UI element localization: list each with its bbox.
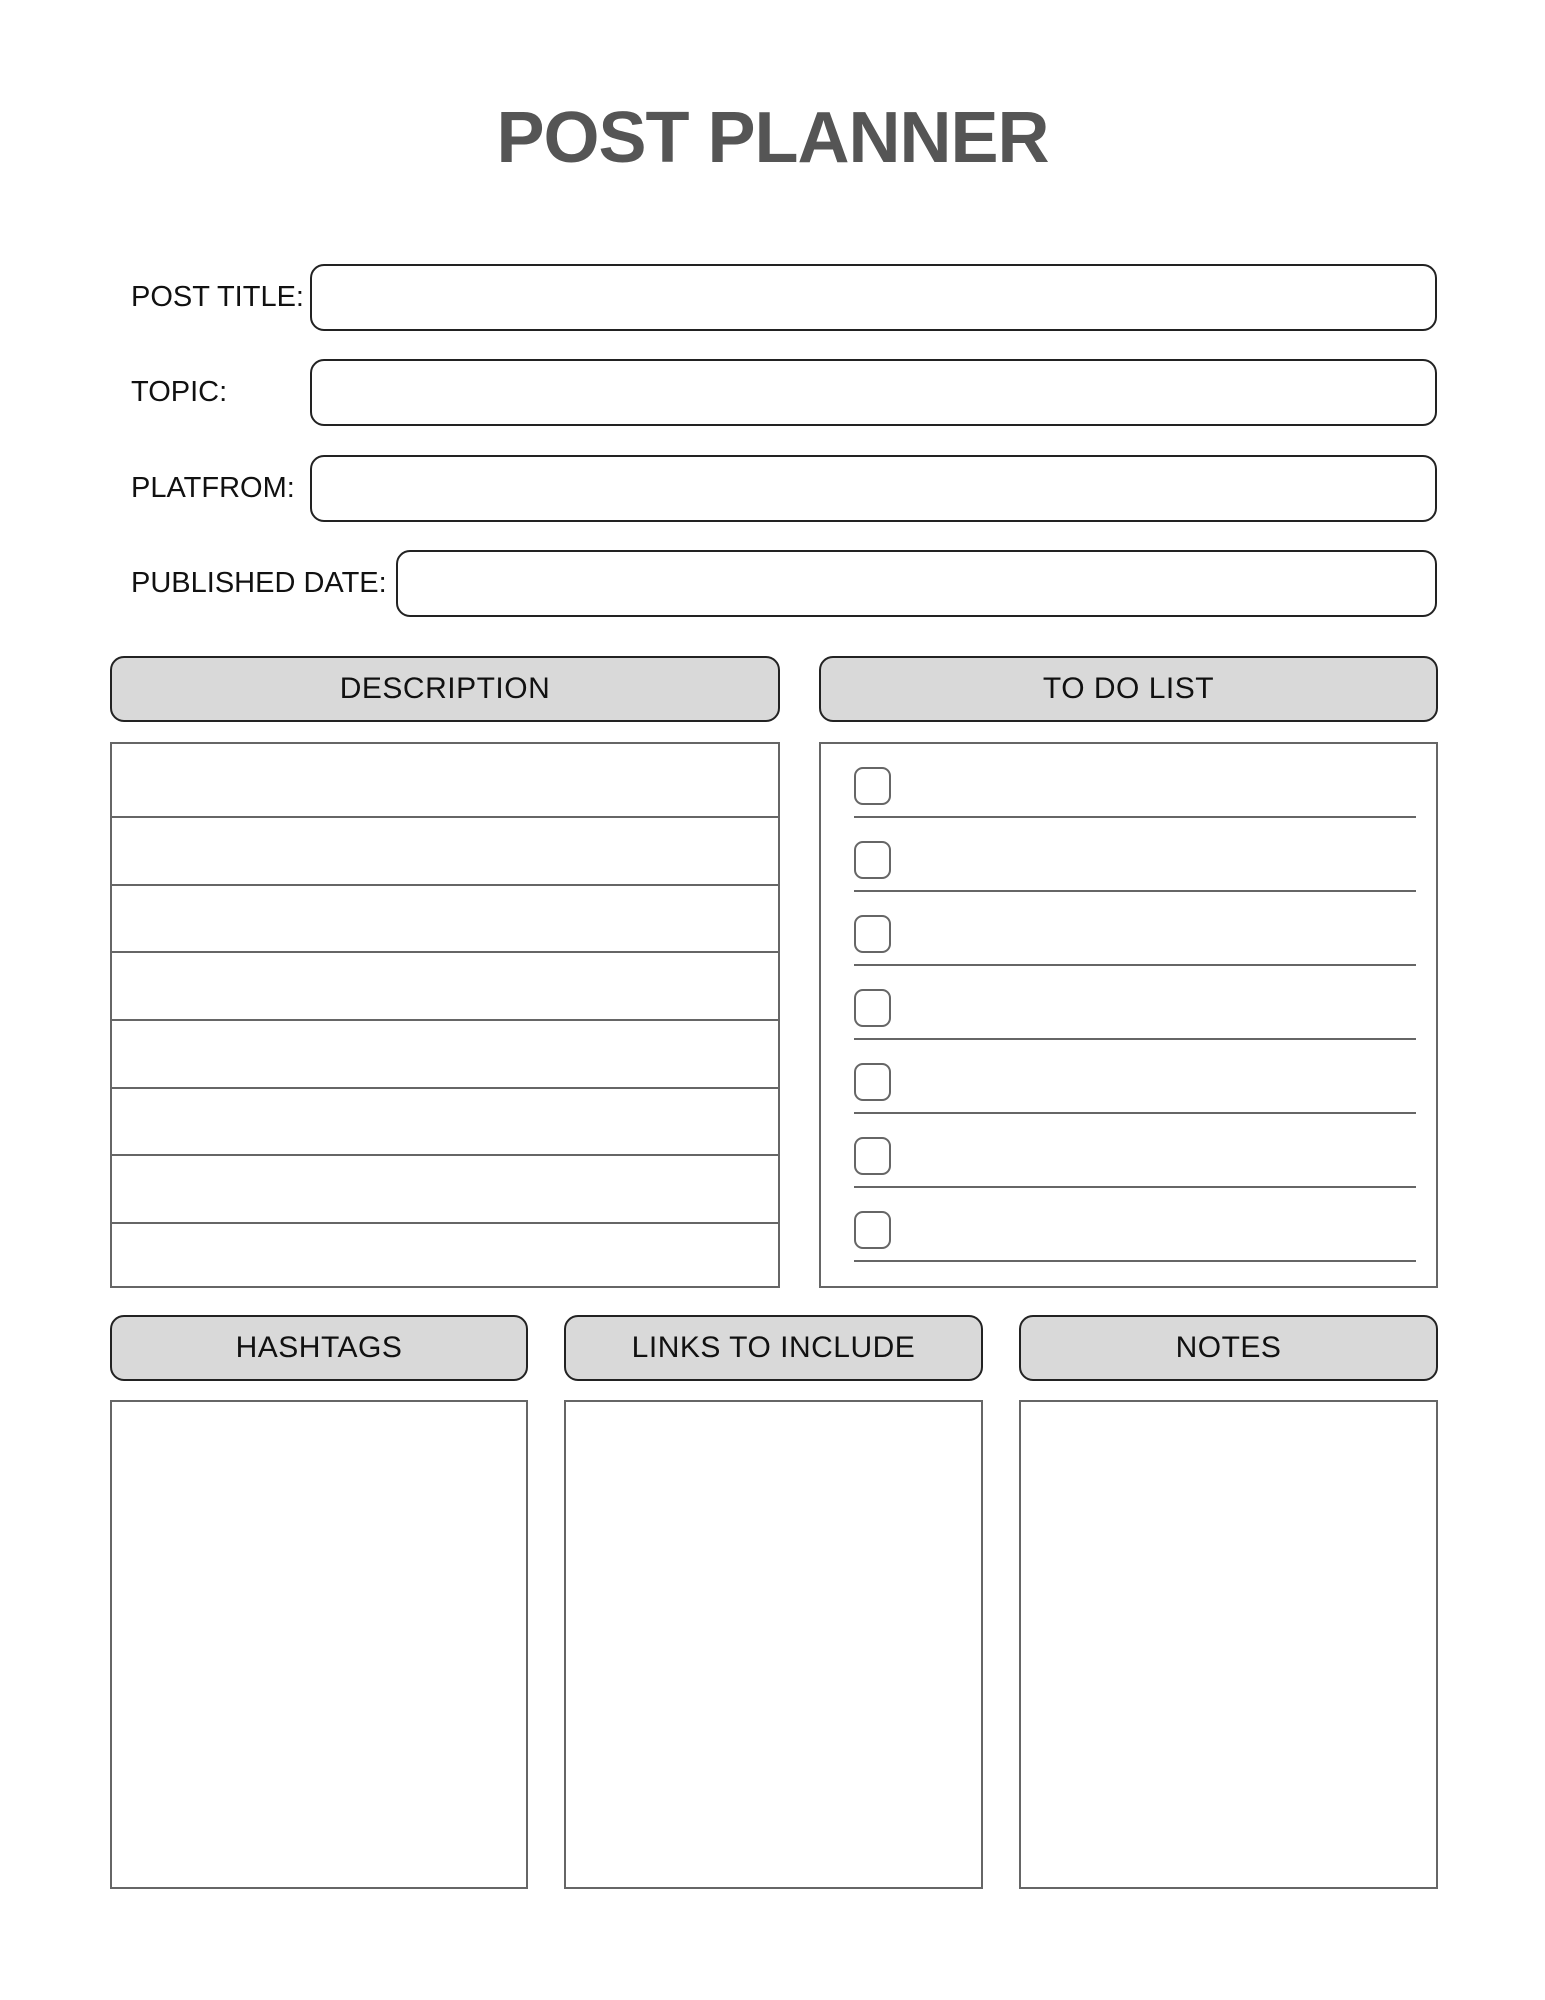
- notes-header-label: NOTES: [1175, 1331, 1282, 1364]
- description-line[interactable]: [112, 816, 778, 818]
- hashtags-header: [110, 1315, 528, 1381]
- checkbox-icon[interactable]: [854, 767, 891, 805]
- description-box[interactable]: [110, 742, 780, 1288]
- description-line[interactable]: [112, 1222, 778, 1224]
- hashtags-box[interactable]: [110, 1400, 528, 1889]
- platform-input[interactable]: [310, 455, 1437, 522]
- todo-item[interactable]: [854, 892, 1416, 966]
- post-title-input[interactable]: [310, 264, 1437, 331]
- checkbox-icon[interactable]: [854, 989, 891, 1027]
- published-date-input[interactable]: [396, 550, 1437, 617]
- links-header: [564, 1315, 983, 1381]
- todo-item[interactable]: [854, 966, 1416, 1040]
- post-title-label: POST TITLE:: [131, 281, 304, 313]
- links-box[interactable]: [564, 1400, 983, 1889]
- todo-item[interactable]: [854, 1114, 1416, 1188]
- checkbox-icon[interactable]: [854, 915, 891, 953]
- description-line[interactable]: [112, 951, 778, 953]
- checkbox-icon[interactable]: [854, 841, 891, 879]
- todo-item[interactable]: [854, 744, 1416, 818]
- description-line[interactable]: [112, 1087, 778, 1089]
- published-date-label: PUBLISHED DATE:: [131, 567, 387, 599]
- topic-input[interactable]: [310, 359, 1437, 426]
- todo-item[interactable]: [854, 1188, 1416, 1262]
- todo-item[interactable]: [854, 818, 1416, 892]
- checkbox-icon[interactable]: [854, 1137, 891, 1175]
- description-line[interactable]: [112, 1154, 778, 1156]
- description-line[interactable]: [112, 884, 778, 886]
- notes-header: [1019, 1315, 1438, 1381]
- todo-item[interactable]: [854, 1040, 1416, 1114]
- links-header-label: LINKS TO INCLUDE: [631, 1331, 916, 1364]
- todo-header: [819, 656, 1438, 722]
- description-line[interactable]: [112, 1019, 778, 1021]
- page-title: POST PLANNER: [496, 98, 1049, 178]
- topic-label: TOPIC:: [131, 376, 228, 408]
- platform-label: PLATFROM:: [131, 472, 295, 504]
- todo-line: [854, 1260, 1416, 1262]
- checkbox-icon[interactable]: [854, 1211, 891, 1249]
- description-header: [110, 656, 780, 722]
- notes-box[interactable]: [1019, 1400, 1438, 1889]
- hashtags-header-label: HASHTAGS: [235, 1331, 403, 1364]
- checkbox-icon[interactable]: [854, 1063, 891, 1101]
- todo-box: [819, 742, 1438, 1288]
- description-header-label: DESCRIPTION: [339, 672, 551, 705]
- todo-header-label: TO DO LIST: [1042, 672, 1215, 705]
